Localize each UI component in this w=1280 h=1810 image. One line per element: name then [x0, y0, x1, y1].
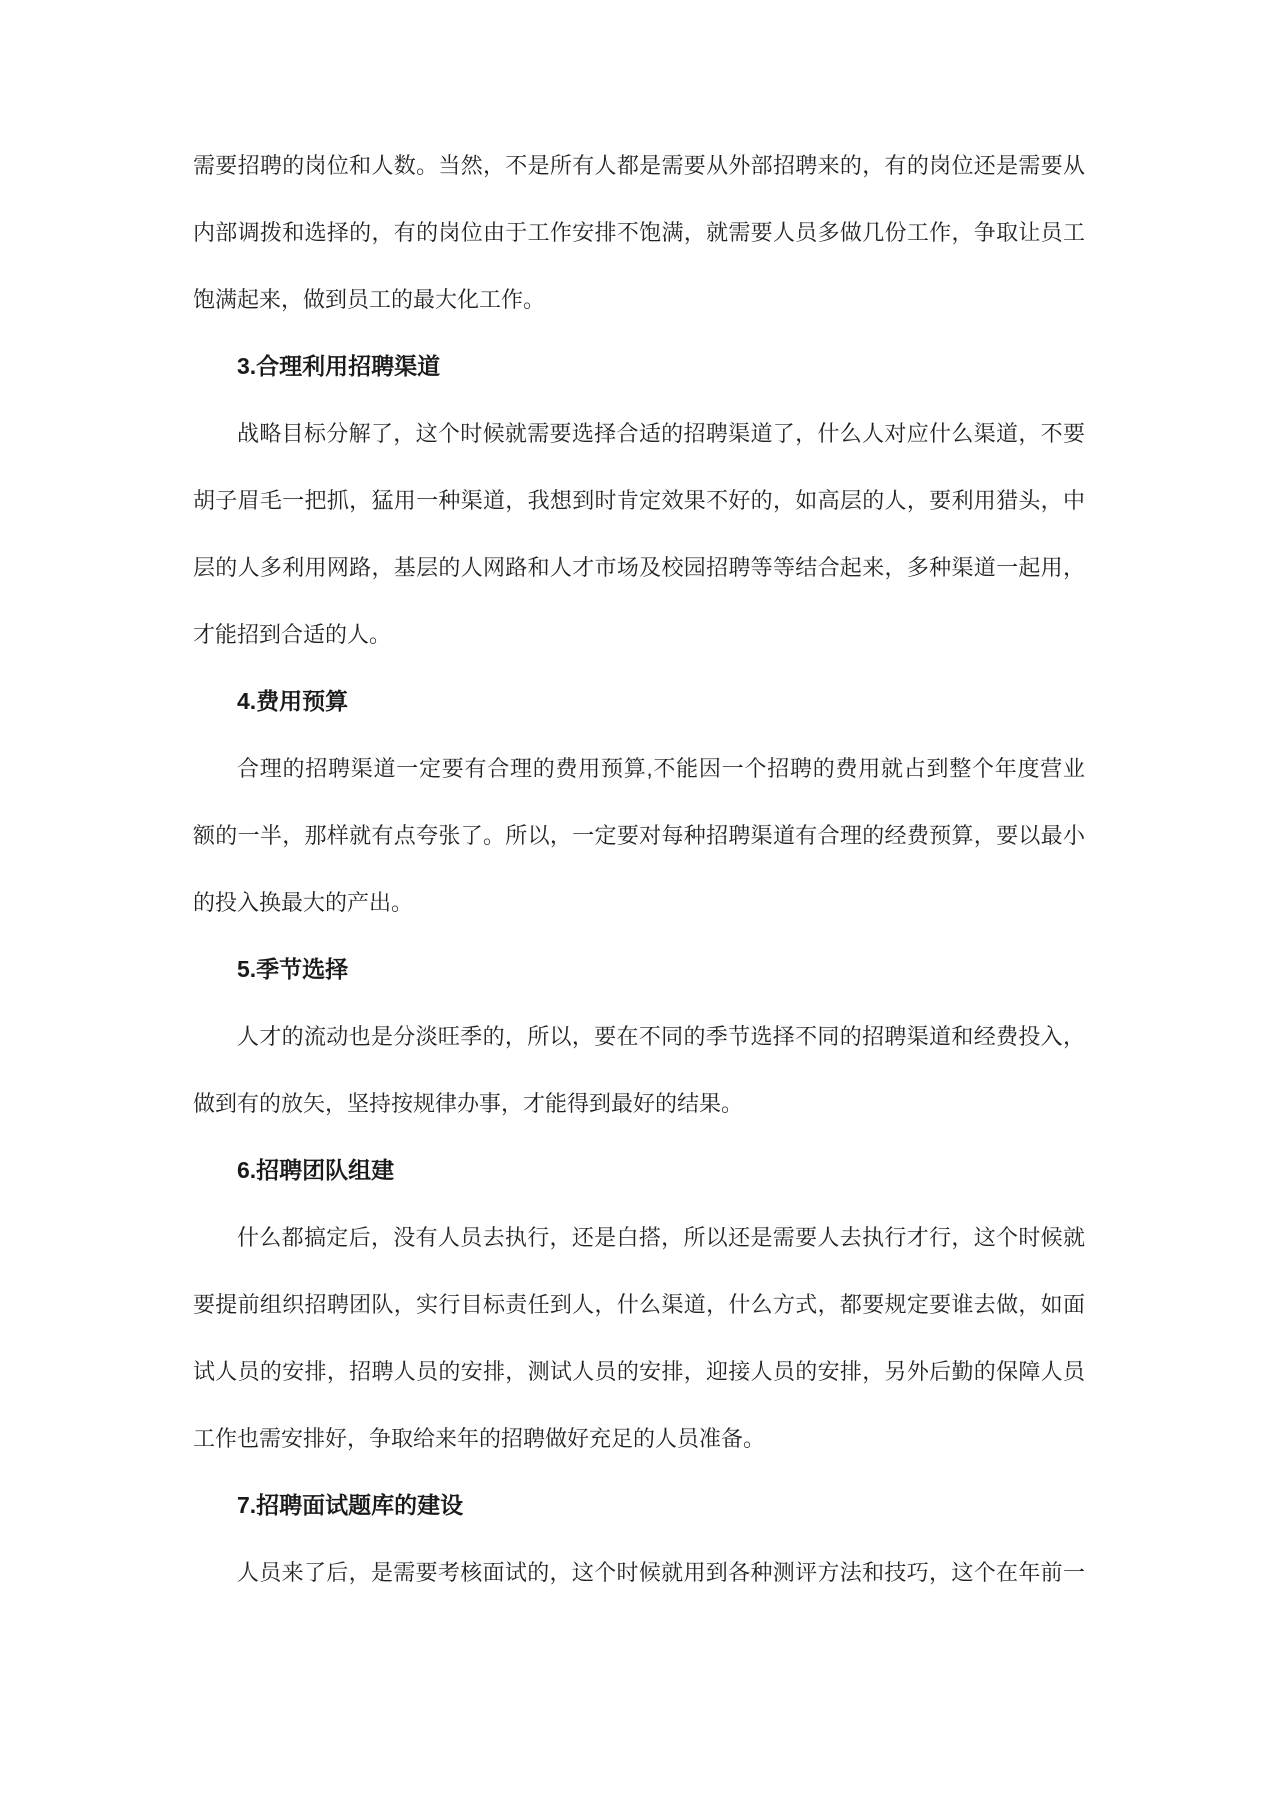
section-heading: 5.季节选择	[237, 956, 349, 982]
paragraph-line: 的投入换最大的产出。	[193, 890, 414, 915]
paragraph-line: 需要招聘的岗位和人数。当然，不是所有人都是需要从外部招聘来的，有的岗位还是需要从	[193, 153, 1085, 178]
section-heading: 6.招聘团队组建	[237, 1157, 395, 1183]
section-heading: 7.招聘面试题库的建设	[237, 1492, 464, 1518]
paragraph-line: 战略目标分解了，这个时候就需要选择合适的招聘渠道了，什么人对应什么渠道，不要	[237, 421, 1085, 446]
paragraph-line: 什么都搞定后，没有人员去执行，还是白搭，所以还是需要人去执行才行，这个时候就	[237, 1225, 1085, 1250]
paragraph-line: 额的一半，那样就有点夸张了。所以，一定要对每种招聘渠道有合理的经费预算，要以最小	[193, 823, 1085, 848]
section-heading: 4.费用预算	[237, 688, 349, 714]
section-heading: 3.合理利用招聘渠道	[237, 353, 441, 379]
paragraph-line: 才能招到合适的人。	[193, 622, 392, 647]
paragraph-line: 内部调拨和选择的，有的岗位由于工作安排不饱满，就需要人员多做几份工作，争取让员工	[193, 220, 1085, 245]
paragraph-line: 做到有的放矢，坚持按规律办事，才能得到最好的结果。	[193, 1091, 744, 1116]
paragraph-line: 层的人多利用网路，基层的人网路和人才市场及校园招聘等等结合起来，多种渠道一起用，	[193, 555, 1085, 580]
paragraph-line: 试人员的安排，招聘人员的安排，测试人员的安排，迎接人员的安排，另外后勤的保障人员	[193, 1359, 1085, 1384]
paragraph-line: 人员来了后，是需要考核面试的，这个时候就用到各种测评方法和技巧，这个在年前一	[237, 1560, 1085, 1585]
paragraph-line: 要提前组织招聘团队，实行目标责任到人，什么渠道，什么方式，都要规定要谁去做，如面	[193, 1292, 1085, 1317]
paragraph-line: 工作也需安排好，争取给来年的招聘做好充足的人员准备。	[193, 1426, 766, 1451]
paragraph-line: 饱满起来，做到员工的最大化工作。	[193, 287, 546, 312]
paragraph-line: 人才的流动也是分淡旺季的，所以，要在不同的季节选择不同的招聘渠道和经费投入，	[237, 1024, 1085, 1049]
paragraph-line: 合理的招聘渠道一定要有合理的费用预算,不能因一个招聘的费用就占到整个年度营业	[237, 756, 1085, 781]
paragraph-line: 胡子眉毛一把抓，猛用一种渠道，我想到时肯定效果不好的，如高层的人，要利用猎头，中	[193, 488, 1085, 513]
